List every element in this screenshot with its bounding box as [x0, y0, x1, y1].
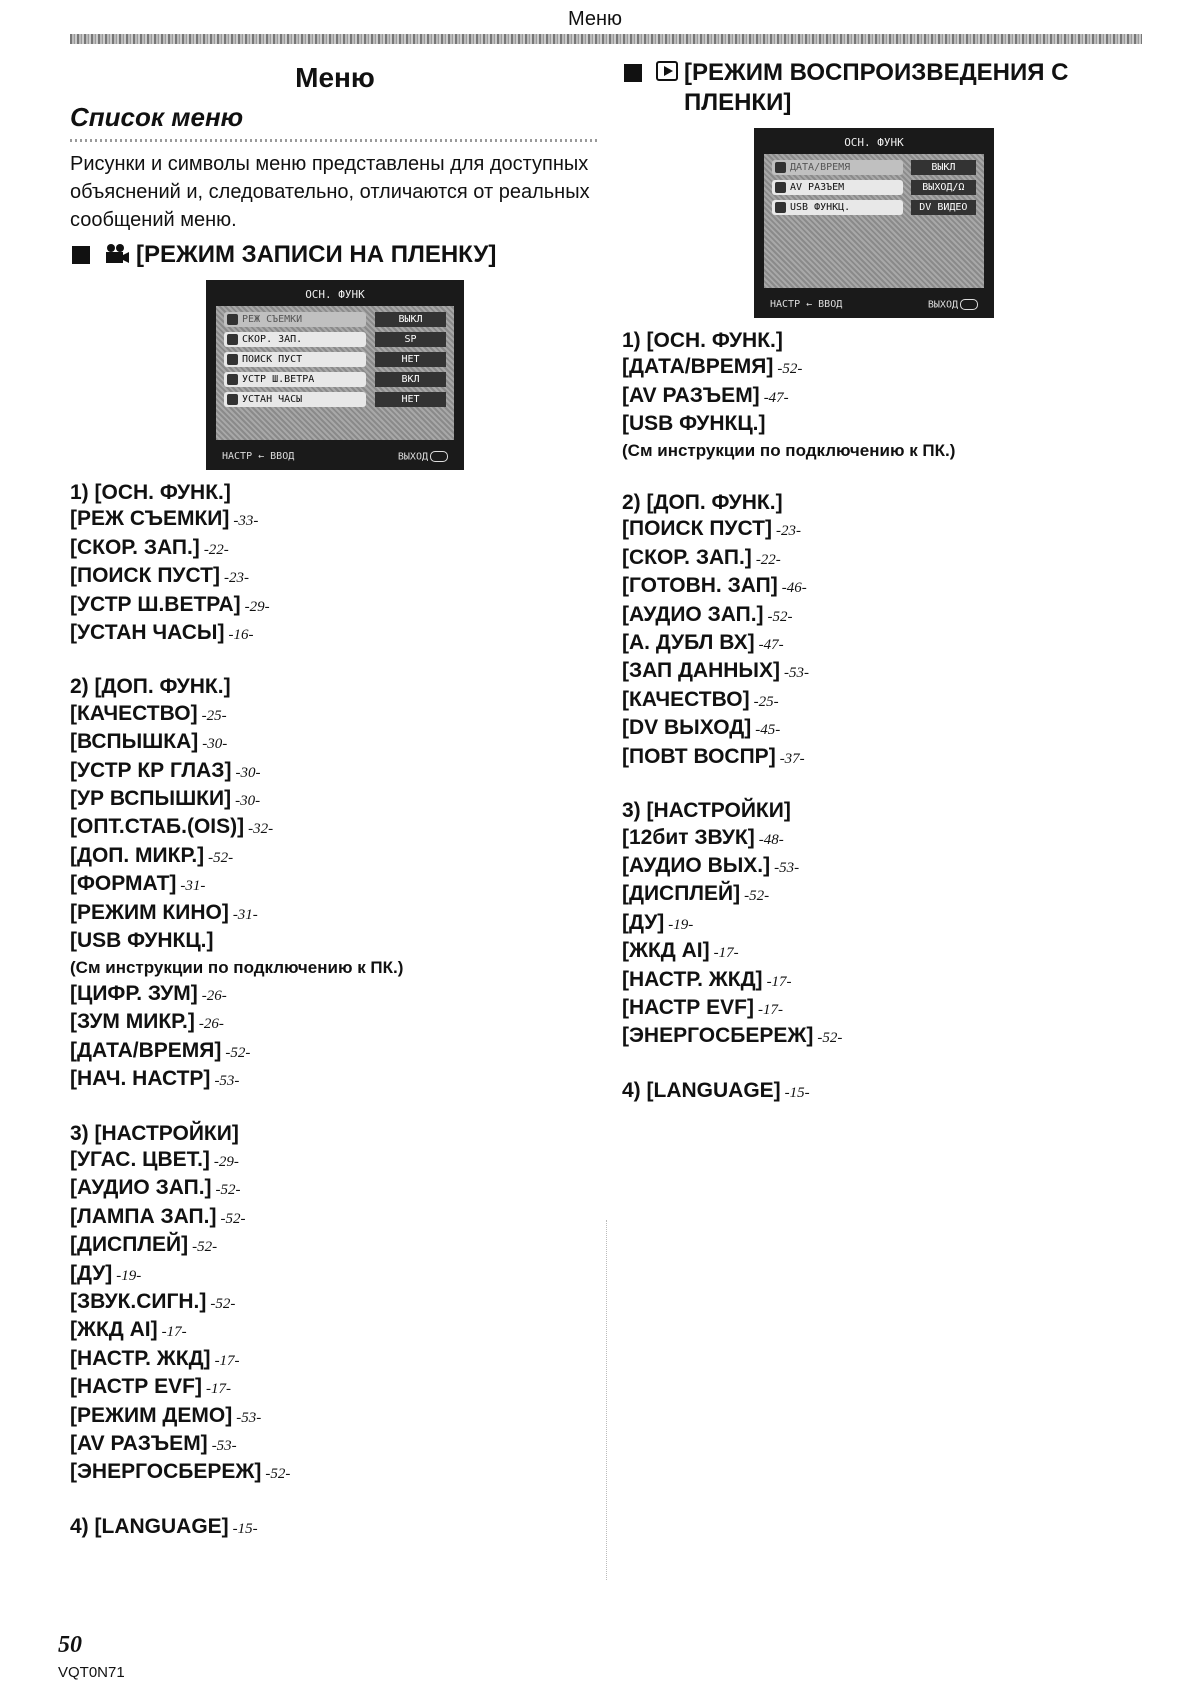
menu-item: [70, 1289, 600, 1317]
page-reference: -53-: [774, 859, 800, 876]
screen-title: ОСН. ФУНК: [844, 136, 904, 149]
page-reference: -53-: [211, 1438, 237, 1454]
menu-item: [622, 658, 1142, 686]
menu-group-heading: [70, 1121, 600, 1147]
menu-group-heading-text: 2) [ДОП. ФУНК.]: [622, 491, 783, 515]
menu-item: [622, 744, 1142, 772]
menu-item: [70, 1147, 600, 1175]
screen-body: [216, 306, 454, 440]
menu-item-label: [КАЧЕСТВО]: [622, 687, 750, 711]
play-icon: [656, 61, 678, 81]
menu-group-heading-text: 1) [ОСН. ФУНК.]: [622, 329, 783, 352]
menu-item: [622, 602, 1142, 630]
screen-menu-value: ВЫКЛ: [375, 312, 446, 327]
menu-item-icon: [775, 182, 786, 193]
screen-menu-value: SP: [375, 332, 446, 347]
page-reference: -26-: [201, 987, 227, 1004]
menu-item-label: [УР ВСПЫШКИ]: [70, 787, 232, 811]
menu-item-label: [ОПТ.СТАБ.(OIS)]: [70, 815, 245, 839]
menu-group: [622, 490, 1142, 772]
menu-group-heading-text: 1) [ОСН. ФУНК.]: [70, 481, 231, 504]
menu-list-playback: [622, 328, 1142, 1106]
page-reference: -22-: [755, 551, 781, 568]
screen-body: [764, 154, 984, 288]
page-reference: -17-: [766, 973, 792, 990]
page-reference: -32-: [248, 821, 274, 838]
menu-item: [70, 701, 600, 729]
menu-group-heading: [622, 490, 1142, 516]
page-reference: -15-: [232, 1520, 258, 1537]
menu-group: [70, 1121, 600, 1488]
screen-menu-value: ВЫХОД/Ω: [911, 180, 976, 195]
page-reference: -53-: [236, 1409, 262, 1426]
menu-item-icon: [227, 334, 238, 345]
menu-item: [622, 938, 1142, 966]
menu-item-label: [ЗАП ДАННЫХ]: [622, 659, 780, 683]
page-reference: -19-: [668, 916, 694, 933]
menu-item-label: [ЛАМПА ЗАП.]: [70, 1204, 217, 1228]
column-divider: [606, 1220, 607, 1580]
screen-menu-label: ДАТА/ВРЕМЯ: [790, 162, 851, 173]
screen-menu-item: [224, 372, 366, 387]
menu-item-label: [ДУ]: [622, 910, 665, 934]
menu-item-label: [ДАТА/ВРЕМЯ]: [622, 355, 774, 379]
menu-item: [70, 871, 600, 899]
menu-group-heading-text: 4) [LANGUAGE]: [70, 1514, 229, 1538]
screen-menu-label: СКОР. ЗАП.: [242, 334, 303, 345]
screen-menu-value: ВЫКЛ: [911, 160, 976, 175]
menu-item-icon: [227, 354, 238, 365]
menu-item-label: [А. ДУБЛ ВХ]: [622, 631, 755, 655]
menu-item-label: [ЗУМ МИКР.]: [70, 1010, 195, 1034]
menu-group-heading: [70, 1514, 600, 1542]
screen-footer-left: НАСТР ← ВВОД: [770, 299, 843, 310]
menu-group-heading-text: 3) [НАСТРОЙКИ]: [70, 1121, 239, 1145]
screen-menu-item: [772, 200, 903, 215]
screen-footer: [222, 451, 448, 462]
page-reference: -16-: [228, 627, 254, 644]
menu-item: [70, 1346, 600, 1374]
menu-group-heading: [622, 798, 1142, 824]
screen-menu-row: [224, 372, 446, 389]
menu-item-label: [ПОВТ ВОСПР]: [622, 744, 776, 768]
page-reference: -53-: [783, 665, 809, 682]
page-reference: -19-: [116, 1267, 142, 1284]
page-reference: -30-: [235, 793, 261, 810]
page-reference: -52-: [215, 1182, 241, 1199]
menu-item-label: [ФОРМАТ]: [70, 872, 177, 896]
page-reference: -31-: [180, 878, 206, 895]
menu-group: [622, 328, 1142, 464]
menu-item-label: [ДИСПЛЕЙ]: [70, 1233, 189, 1257]
page-reference: -52-: [767, 608, 793, 625]
page-reference: -52-: [777, 361, 803, 378]
menu-item-label: [12бит ЗВУК]: [622, 825, 755, 849]
menu-item: [70, 729, 600, 757]
page-reference: -52-: [265, 1466, 291, 1483]
page-reference: -29-: [244, 598, 270, 615]
menu-item-icon: [227, 314, 238, 325]
mode-heading-text: [РЕЖИМ ЗАПИСИ НА ПЛЕНКУ]: [136, 241, 497, 268]
menu-button-icon: [430, 451, 448, 462]
menu-item-label: [НАСТР EVF]: [622, 995, 754, 1019]
screen-menu-label: РЕЖ СЪЕМКИ: [242, 314, 303, 325]
page-reference: -30-: [202, 736, 228, 753]
screen-menu-label: ПОИСК ПУСТ: [242, 354, 303, 365]
menu-item-label: [USB ФУНКЦ.]: [622, 412, 766, 436]
screen-menu-item: [772, 160, 903, 175]
menu-item-icon: [775, 162, 786, 173]
menu-item-label: [УСТАН ЧАСЫ]: [70, 621, 225, 645]
menu-item-label: [ДОП. МИКР.]: [70, 843, 205, 867]
page-reference: -46-: [781, 580, 807, 597]
menu-item-label: [ЦИФР. ЗУМ]: [70, 981, 198, 1005]
menu-item-label: [AV РАЗЪЕМ]: [622, 383, 760, 407]
menu-item: [622, 853, 1142, 881]
menu-group-heading-text: 2) [ДОП. ФУНК.]: [70, 675, 231, 699]
page-reference: -47-: [763, 389, 789, 406]
screen-footer-right: ВЫХОД: [927, 299, 958, 311]
screen-menu-item: [224, 392, 366, 407]
menu-item-label: [КАЧЕСТВО]: [70, 701, 198, 725]
header-rule: [70, 34, 1142, 44]
page-reference: -17-: [205, 1381, 231, 1398]
menu-item-label: (См инструкции по подключению к ПК.): [622, 440, 956, 460]
menu-item-label: [НАСТР. ЖКД]: [70, 1346, 211, 1370]
menu-item-label: [АУДИО ВЫХ.]: [622, 853, 771, 877]
screen-title: ОСН. ФУНК: [305, 288, 365, 301]
menu-item: [70, 1232, 600, 1260]
menu-item-label: [ЖКД AI]: [622, 939, 710, 963]
menu-group-heading: [70, 674, 600, 700]
menu-note: [622, 438, 1142, 464]
menu-group: [622, 798, 1142, 1052]
screen-menu-row: [224, 352, 446, 369]
menu-item-label: [ЗВУК.СИГН.]: [70, 1289, 207, 1313]
menu-item: [70, 1374, 600, 1402]
menu-item: [70, 758, 600, 786]
menu-item-label: [СКОР. ЗАП.]: [70, 535, 200, 559]
page-reference: -17-: [214, 1352, 240, 1369]
intro-text: Рисунки и символы меню представлены для доступных объяснений и, следовательно, отличаются от реальных сообщений меню.: [70, 153, 590, 231]
menu-item-label: [ДУ]: [70, 1261, 113, 1285]
menu-button-icon: [960, 299, 978, 310]
bullet-square-icon: [624, 64, 642, 82]
menu-item: [622, 995, 1142, 1023]
menu-item: [70, 1066, 600, 1094]
menu-item: [70, 1038, 600, 1066]
screen-menu-value: НЕТ: [375, 352, 446, 367]
page-reference: -26-: [198, 1016, 224, 1033]
menu-item: [622, 881, 1142, 909]
page-reference: -22-: [203, 541, 229, 558]
menu-note: [70, 955, 600, 981]
screen-footer-right: ВЫХОД: [397, 451, 428, 463]
screen-menu-row: [224, 332, 446, 349]
menu-screen-record: [206, 280, 464, 470]
menu-item: [622, 825, 1142, 853]
menu-item: [622, 910, 1142, 938]
page-reference: -31-: [232, 906, 258, 923]
menu-item: [70, 1431, 600, 1459]
page-reference: -29-: [213, 1153, 239, 1170]
page-reference: -52-: [210, 1295, 236, 1312]
mode-heading-playback: [622, 58, 1142, 118]
screen-menu-label: AV РАЗЪЕМ: [790, 182, 845, 193]
screen-menu-item: [224, 352, 366, 367]
page-reference: -25-: [753, 693, 779, 710]
menu-item: [70, 900, 600, 928]
menu-item-label: [РЕЖ СЪЕМКИ]: [70, 507, 230, 531]
menu-item-label: [ГОТОВН. ЗАП]: [622, 574, 778, 598]
menu-item-label: [АУДИО ЗАП.]: [70, 1176, 212, 1200]
menu-item: [70, 814, 600, 842]
page-reference: -52-: [192, 1239, 218, 1256]
screen-menu-row: [224, 312, 446, 329]
screen-menu-row: [772, 180, 976, 197]
menu-item-label: [УГАС. ЦВЕТ.]: [70, 1147, 210, 1171]
menu-item: [70, 1009, 600, 1037]
screen-menu-row: [772, 160, 976, 177]
menu-group: [70, 480, 600, 648]
menu-item-label: [УСТР Ш.ВЕТРА]: [70, 592, 241, 616]
menu-item-label: [ДИСПЛЕЙ]: [622, 882, 741, 906]
menu-item-label: [НАСТР. ЖКД]: [622, 967, 763, 991]
menu-item: [622, 967, 1142, 995]
menu-item: [622, 354, 1142, 382]
page-reference: -52-: [208, 849, 234, 866]
dotted-rule: [70, 139, 600, 142]
menu-item: [622, 630, 1142, 658]
menu-item: [622, 516, 1142, 544]
menu-group: [622, 1078, 1142, 1106]
menu-item: [622, 545, 1142, 573]
menu-group-heading-text: 4) [LANGUAGE]: [622, 1078, 781, 1102]
page-reference: -52-: [225, 1044, 251, 1061]
menu-item-label: [AV РАЗЪЕМ]: [70, 1432, 208, 1455]
menu-item: [70, 535, 600, 563]
menu-item: [622, 573, 1142, 601]
document-code: VQT0N71: [58, 1664, 125, 1681]
menu-item: [70, 506, 600, 534]
mode-heading-record: [70, 240, 600, 270]
menu-group-heading: [622, 328, 1142, 354]
menu-item: [622, 687, 1142, 715]
page-reference: -17-: [757, 1001, 783, 1018]
menu-list-record: [70, 480, 600, 1542]
screen-menu-item: [224, 332, 366, 347]
menu-item-label: [ПОИСК ПУСТ]: [70, 564, 220, 588]
menu-item-label: (См инструкции по подключению к ПК.): [70, 957, 404, 977]
menu-item-label: [НАСТР EVF]: [70, 1375, 202, 1399]
menu-item-icon: [775, 202, 786, 213]
menu-item: [70, 843, 600, 871]
screen-menu-label: УСТР Ш.ВЕТРА: [242, 374, 315, 385]
menu-item: [70, 1403, 600, 1431]
menu-item: [622, 383, 1142, 411]
screen-footer-left: НАСТР ← ВВОД: [222, 451, 295, 462]
page-reference: -33-: [233, 513, 259, 530]
mode-heading-text: [РЕЖИМ ВОСПРОИЗВЕДЕНИЯ С ПЛЕНКИ]: [684, 59, 1069, 116]
left-column: [70, 56, 600, 1568]
right-column: [622, 56, 1142, 1132]
page-reference: -45-: [755, 722, 781, 739]
menu-item-label: [ВСПЫШКА]: [70, 730, 199, 754]
menu-group: [70, 1514, 600, 1542]
menu-item-icon: [227, 374, 238, 385]
menu-item-label: [ЖКД AI]: [70, 1318, 158, 1342]
menu-item-label: [ЭНЕРГОСБЕРЕЖ]: [70, 1460, 262, 1484]
screen-menu-label: USB ФУНКЦ.: [790, 202, 851, 213]
menu-item: [70, 1204, 600, 1232]
page-reference: -47-: [758, 637, 784, 654]
page-reference: -30-: [235, 764, 261, 781]
menu-item-label: [ДАТА/ВРЕМЯ]: [70, 1038, 222, 1062]
menu-item: [70, 592, 600, 620]
menu-item: [70, 928, 600, 954]
menu-group-heading: [70, 480, 600, 506]
menu-item-label: [ПОИСК ПУСТ]: [622, 517, 772, 541]
video-camera-icon: [104, 243, 130, 265]
menu-item: [70, 981, 600, 1009]
page-reference: -52-: [817, 1030, 843, 1047]
page-reference: -53-: [214, 1073, 240, 1090]
menu-screen-playback: [754, 128, 994, 318]
page-reference: -15-: [784, 1084, 810, 1101]
menu-item: [70, 620, 600, 648]
menu-item: [70, 1459, 600, 1487]
menu-item: [622, 1023, 1142, 1051]
menu-item: [70, 786, 600, 814]
section-subtitle: Список меню: [70, 102, 244, 132]
running-head: Меню: [567, 8, 623, 30]
menu-group: [70, 674, 600, 1094]
page-title: Меню: [295, 62, 375, 93]
page-reference: -17-: [713, 945, 739, 962]
page-number: 50: [58, 1632, 82, 1658]
menu-item: [70, 563, 600, 591]
page-reference: -52-: [744, 888, 770, 905]
screen-menu-row: [772, 200, 976, 217]
screen-menu-value: НЕТ: [375, 392, 446, 407]
page-reference: -37-: [779, 750, 805, 767]
menu-item-label: [ЭНЕРГОСБЕРЕЖ]: [622, 1024, 814, 1048]
menu-item: [70, 1261, 600, 1289]
menu-item: [70, 1175, 600, 1203]
menu-item-label: [НАЧ. НАСТР]: [70, 1067, 211, 1091]
page-reference: -23-: [775, 523, 801, 540]
menu-item-label: [РЕЖИМ КИНО]: [70, 900, 229, 924]
menu-item: [622, 411, 1142, 437]
screen-menu-value: DV ВИДЕО: [911, 200, 976, 215]
screen-menu-value: ВКЛ: [375, 372, 446, 387]
menu-item: [622, 715, 1142, 743]
menu-item-label: [СКОР. ЗАП.]: [622, 545, 752, 569]
menu-item: [70, 1317, 600, 1345]
menu-item-label: [УСТР КР ГЛАЗ]: [70, 758, 232, 782]
page-reference: -52-: [220, 1210, 246, 1227]
page-reference: -23-: [223, 570, 249, 587]
bullet-square-icon: [72, 246, 90, 264]
screen-menu-label: УСТАН ЧАСЫ: [242, 394, 303, 405]
menu-item-label: [DV ВЫХОД]: [622, 716, 752, 740]
menu-item-label: [АУДИО ЗАП.]: [622, 602, 764, 626]
page-reference: -17-: [161, 1324, 187, 1341]
page-reference: -48-: [758, 831, 784, 848]
screen-menu-item: [772, 180, 903, 195]
page-reference: -25-: [201, 707, 227, 724]
menu-group-heading: [622, 1078, 1142, 1106]
menu-group-heading-text: 3) [НАСТРОЙКИ]: [622, 799, 791, 823]
screen-menu-row: [224, 392, 446, 409]
screen-footer: [770, 299, 978, 310]
screen-menu-item: [224, 312, 366, 327]
menu-item-label: [РЕЖИМ ДЕМО]: [70, 1403, 233, 1427]
menu-item-icon: [227, 394, 238, 405]
menu-item-label: [USB ФУНКЦ.]: [70, 929, 214, 953]
